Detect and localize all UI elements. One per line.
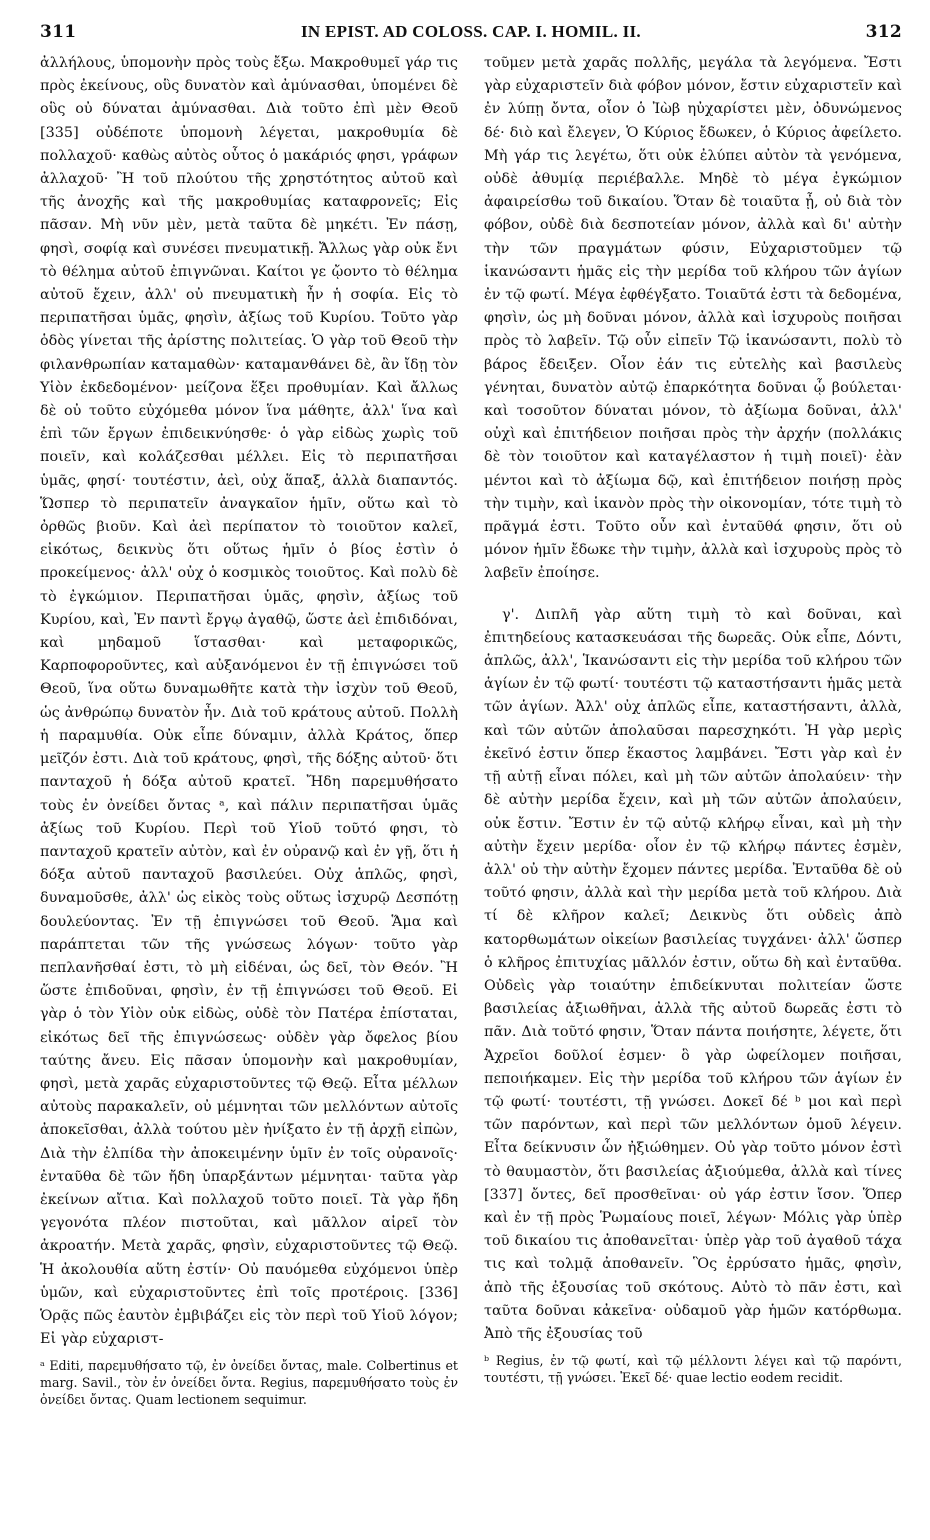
left-paragraph: ἀλλήλους, ὑπομονὴν πρὸς τοὺς ἔξω. Μακροθυμεῖ γάρ τις πρὸς ἐκείνους, οὓς δυνατὸν καὶ ἀμύνασθαι, ὑπομένει δὲ οὓς οὐ δύναται ἀμύνασθαι. Διὰ τοῦτο ἐπὶ μὲν Θεοῦ [335] οὐδέποτε ὑπομονὴ λέγεται, μακροθυμία δὲ πολλαχοῦ· καθὼς αὐτὸς οὗτος ὁ μακάριός φησι, γράφων ἀλλαχοῦ· Ἢ τοῦ πλούτου τῆς χρηστότητος αὐτοῦ καὶ τῆς ἀνοχῆς καὶ τῆς μακροθυμίας καταφρονεῖς; Εἰς πᾶσαν. Μὴ νῦν μὲν, μετὰ ταῦτα δὲ μηκέτι. Ἐν πάσῃ, φησὶ, σοφίᾳ καὶ συνέσει πνευματικῇ. Ἄλλως γὰρ οὐκ ἔνι τὸ θέλημα αὐτοῦ ἐπιγνῶναι. Καίτοι γε ᾤοντο τὸ θέλημα αὐτοῦ ἔχειν, ἀλλ' οὐ πνευματικὴ ἦν ἡ σοφία. Εἰς τὸ περιπατῆσαι ὑμᾶς, φησὶν, ἀξίως τοῦ Κυρίου. Τοῦτο γὰρ ὁδὸς γίνεται τῆς ἀρίστης πολιτείας. Ὁ γὰρ τοῦ Θεοῦ τὴν φιλανθρωπίαν καταμαθὼν· καταμανθάνει δὲ, ἂν ἴδῃ τὸν Υἱὸν ἐκδεδομένον· μείζονα ἕξει προθυμίαν. Καὶ ἄλλως δὲ οὐ τοῦτο εὐχόμεθα μόνον ἵνα μάθητε, ἀλλ' ἵνα καὶ ἐπὶ τῶν ἔργων ἐπιδεικνύησθε· ὁ γὰρ εἰδὼς χωρὶς τοῦ ποιεῖν, καὶ κολάζεσθαι μέλλει. Εἰς τὸ περιπατῆσαι ὑμᾶς, φησί· τουτέστιν, ἀεὶ, οὐχ ἅπαξ, ἀλλὰ διαπαντός. Ὥσπερ τὸ περιπατεῖν ἀναγκαῖον ἡμῖν, οὕτω καὶ τὸ ὀρθῶς βιοῦν. Καὶ ἀεὶ περίπατον τὸ τοιοῦτον καλεῖ, εἰκότως, δεικνὺς ὅτι οὕτως ἡμῖν ὁ βίος ἐστὶν ὁ προκείμενος· ἀλλ' οὐχ ὁ κοσμικὸς τοιοῦτος. Καὶ πολὺ δὲ τὸ ἐγκώμιον. Περιπατῆσαι ὑμᾶς, φησὶν, ἀξίως τοῦ Κυρίου, καὶ, Ἐν παντὶ ἔργῳ ἀγαθῷ, ὥστε ἀεὶ ἐπιδιδόναι, καὶ μηδαμοῦ ἵστασθαι· καὶ μεταφορικῶς, Καρποφοροῦντες, καὶ αὐξανόμενοι ἐν τῇ ἐπιγνώσει τοῦ Θεοῦ, ἵνα οὕτω δυναμωθῆτε κατὰ τὴν ἰσχὺν τοῦ Θεοῦ, ὡς ἀνθρώπῳ δυνατὸν ἦν. Διὰ τοῦ κράτους αὐτοῦ. Πολλὴ ἡ παραμυθία. Οὐκ εἶπε δύναμιν, ἀλλὰ Κράτος, ὅπερ μεῖζόν ἐστι. Διὰ τοῦ κράτους, φησὶ, τῆς δόξης αὐτοῦ· ὅτι πανταχοῦ ἡ δόξα αὐτοῦ κρατεῖ. Ἤδη παρεμυθήσατο τοὺς ἐν ὀνείδει ὄντας ᵃ, καὶ πάλιν περιπατῆσαι ὑμᾶς ἀξίως τοῦ Κυρίου. Περὶ τοῦ Υἱοῦ τοῦτό φησι, τὸ πανταχοῦ κρατεῖν αὐτὸν, καὶ ἐν οὐρανῷ καὶ ἐν γῇ, ὅτι ἡ δόξα αὐτοῦ πανταχοῦ βασιλεύει. Οὐχ ἁπλῶς, φησὶ, δυναμοῦσθε, ἀλλ' ὡς εἰκὸς τοὺς οὕτως ἰσχυρῷ Δεσπότῃ δουλεύοντας. Ἐν τῇ ἐπιγνώσει τοῦ Θεοῦ. Ἅμα καὶ παράπτεται τῶν τῆς γνώσεως λόγων· τοῦτο γὰρ πεπλανῆσθαί ἐστι, τὸ μὴ εἰδέναι, ὡς δεῖ, τὸν Θεόν. Ἢ ὥστε ἐπιδοῦναι, φησὶν, ἐν τῇ ἐπιγνώσει τοῦ Θεοῦ. Εἰ γὰρ ὁ τὸν Υἱὸν οὐκ εἰδὼς, οὐδὲ τὸν Πατέρα ἐπίσταται, εἰκότως δεῖ τῆς ἐπιγνώσεως· οὐδὲν γὰρ ὄφελος βίου ταύτης ἄνευ. Εἰς πᾶσαν ὑπομονὴν καὶ μακροθυμίαν, φησὶ, μετὰ χαρᾶς εὐχαριστοῦντες τῷ Θεῷ. Εἶτα μέλλων αὐτοὺς παρακαλεῖν, οὐ μέμνηται τῶν μελλόντων αὐτοῖς ἀποκεῖσθαι, ἀλλὰ τούτου μὲν ἠνίξατο ἐν τῇ ἀρχῇ εἰπὼν, Διὰ τὴν ἐλπίδα τὴν ἀποκειμένην ὑμῖν ἐν τοῖς οὐρανοῖς· ἐνταῦθα δὲ τῶν ἤδη ὑπαρξάντων μέμνηται· ταῦτα γὰρ ἐκείνων αἴτια. Καὶ πολλαχοῦ τοῦτο ποιεῖ. Τὰ γὰρ ἤδη γεγονότα πλέον πιστοῦται, καὶ μᾶλλον αἱρεῖ τὸν ἀκροατήν. Μετὰ χαρᾶς, φησὶν, εὐχαριστοῦντες τῷ Θεῷ. Ἡ ἀκολουθία αὕτη ἐστίν· Οὐ παυόμεθα εὐχόμενοι ὑπὲρ ὑμῶν, καὶ εὐχαριστοῦντες ἐπὶ τοῖς προτέροις. [336] Ὁρᾷς πῶς ἑαυτὸν ἐμβιβάζει εἰς τὸν περὶ τοῦ Υἱοῦ λόγον; Εἰ γὰρ εὐχαριστ- [40,55,458,1348]
right-page-number: 312 [865,22,902,42]
left-page-number: 311 [40,22,77,42]
left-column [40,52,458,1408]
running-header [40,22,902,50]
right-footnote: ᵇ Regius, ἐν τῷ φωτί, καὶ τῷ μέλλοντι λέγει καὶ τῷ παρόντι, τουτέστι, τῇ γνώσει. Ἐκεῖ δέ· quae lectio eodem recidit. [484,1353,902,1386]
left-footnote: ᵃ Editi, παρεμυθήσατο τῷ, ἐν ὀνείδει ὄντας, male. Colbertinus et marg. Savil., τὸν ἐν ὀνείδει ὄντα. Regius, παρεμυθήσατο τοὺς ἐν ὀνείδει ὄντας. Quam lectionem sequimur. [40,1358,458,1408]
running-title: IN EPIST. AD COLOSS. CAP. I. HOMIL. II. [301,22,641,41]
right-paragraph: τοῦμεν μετὰ χαρᾶς πολλῆς, μεγάλα τὰ λεγόμενα. Ἔστι γὰρ εὐχαριστεῖν διὰ φόβον μόνον, ἔστιν εὐχαριστεῖν καὶ ἐν λύπῃ ὄντα, οἷον ὁ Ἰὼβ ηὐχαρίστει μὲν, ὀδυνώμενος δέ· διὸ καὶ ἔλεγεν, Ὁ Κύριος ἔδωκεν, ὁ Κύριος ἀφείλετο. Μὴ γάρ τις λεγέτω, ὅτι οὐκ ἐλύπει αὐτὸν τὰ γενόμενα, οὐδὲ ἀθυμίᾳ περιέβαλλε. Μηδὲ τὸ μέγα ἐγκώμιον ἀφαιρείσθω τοῦ δικαίου. Ὅταν δὲ τοιαῦτα ᾖ, οὐ διὰ τὸν φόβον, οὐδὲ διὰ δεσποτείαν μόνον, ἀλλὰ καὶ δι' αὐτὴν τὴν τῶν πραγμάτων φύσιν, Εὐχαριστοῦμεν τῷ ἱκανώσαντι ἡμᾶς εἰς τὴν μερίδα τοῦ κλήρου τῶν ἁγίων ἐν τῷ φωτί. Μέγα ἐφθέγξατο. Τοιαῦτά ἐστι τὰ δεδομένα, φησὶν, ὡς μὴ δοῦναι μόνον, ἀλλὰ καὶ ἰσχυροὺς ποιῆσαι πρὸς τὸ λαβεῖν. Τῷ οὖν εἰπεῖν Τῷ ἱκανώσαντι, πολὺ τὸ βάρος ἔδειξεν. Οἷον ἐάν τις εὐτελὴς καὶ βασιλεὺς γένηται, δυνατὸν αὐτῷ ἐπαρκότητα δοῦναι ᾧ βούλεται· καὶ τοσοῦτον δύναται μόνον, τὸ ἀξίωμα δοῦναι, ἀλλ' οὐχὶ καὶ ἐπιτήδειον ποιῆσαι πρὸς τὴν ἀρχήν (πολλάκις δὲ τὸν τοιοῦτον καὶ καταγέλαστον ἡ τιμὴ ποιεῖ)· ἐὰν μέντοι καὶ τὸ ἀξίωμα δῷ, καὶ ἐπιτήδειον ποιήσῃ πρὸς τὴν τιμὴν, καὶ ἱκανὸν πρὸς τὴν οἰκονομίαν, τότε τιμὴ τὸ πρᾶγμά ἐστι. Τοῦτο οὖν καὶ ἐνταῦθά φησιν, ὅτι οὐ μόνον ἡμῖν ἔδωκε τὴν τιμὴν, ἀλλὰ καὶ ἰσχυροὺς πρὸς τὸ λαβεῖν ἐποίησε. [484,55,902,582]
right-column [484,52,902,1408]
right-paragraph-section-3: γ'. Διπλῆ γὰρ αὕτη τιμὴ τὸ καὶ δοῦναι, καὶ ἐπιτηδείους κατασκευάσαι τῆς δωρεᾶς. Οὐκ εἶπε, Δόντι, ἁπλῶς, ἀλλ', Ἱκανώσαντι εἰς τὴν μερίδα τοῦ κλήρου τῶν ἁγίων ἐν τῷ φωτί· τουτέστι τῷ καταστήσαντι ἡμᾶς μετὰ τῶν ἁγίων. Ἀλλ' οὐχ ἁπλῶς εἶπε, καταστήσαντι, ἀλλὰ, καὶ τῶν αὐτῶν ἀπολαῦσαι παρεσχηκότι. Ἡ γὰρ μερὶς ἐκεῖνό ἐστιν ὅπερ ἕκαστος λαμβάνει. Ἔστι γὰρ καὶ ἐν τῇ αὐτῇ εἶναι πόλει, καὶ μὴ τῶν αὐτῶν ἀπολαύειν· τὴν δὲ αὐτὴν μερίδα ἔχειν, καὶ μὴ τῶν αὐτῶν ἀπολαύειν, οὐκ ἔστιν. Ἔστιν ἐν τῷ αὐτῷ κλήρῳ εἶναι, καὶ μὴ τὴν αὐτὴν ἔχειν μερίδα· οἷον ἐν τῷ κλήρῳ πάντες ἐσμὲν, ἀλλ' οὐ τὴν αὐτὴν ἔχομεν πάντες μερίδα. Ἐνταῦθα δὲ οὐ τοῦτό φησιν, ἀλλὰ καὶ τὴν μερίδα μετὰ τοῦ κλήρου. Διὰ τί δὲ κλῆρον καλεῖ; Δεικνὺς ὅτι οὐδεὶς ἀπὸ κατορθωμάτων οἰκείων βασιλείας τυγχάνει· ἀλλ' ὥσπερ ὁ κλῆρος ἐπιτυχίας μᾶλλόν ἐστιν, οὕτω δὴ καὶ ἐνταῦθα. Οὐδεὶς γὰρ τοιαύτην ἐπιδείκνυται πολιτείαν ὥστε βασιλείας ἀξιωθῆναι, ἀλλὰ τῆς αὐτοῦ δωρεᾶς ἐστι τὸ πᾶν. Διὰ τοῦτό φησιν, Ὅταν πάντα ποιήσητε, λέγετε, ὅτι Ἀχρεῖοι δοῦλοί ἐσμεν· ὃ γὰρ ὠφείλομεν ποιῆσαι, πεποιήκαμεν. Εἰς τὴν μερίδα τοῦ κλήρου τῶν ἁγίων ἐν τῷ φωτί· τουτέστι, τῇ γνώσει. Δοκεῖ δέ ᵇ μοι καὶ περὶ τῶν παρόντων, καὶ περὶ τῶν μελλόντων ὁμοῦ λέγειν. Εἶτα δείκνυσιν ὧν ἠξιώθημεν. Οὐ γὰρ τοῦτο μόνον ἐστὶ τὸ θαυμαστὸν, ὅτι βασιλείας ἀξιούμεθα, ἀλλὰ καὶ τίνες [337] ὄντες, δεῖ προσθεῖναι· οὐ γάρ ἐστιν ἴσον. Ὅπερ καὶ ἐν τῇ πρὸς Ῥωμαίους ποιεῖ, λέγων· Μόλις γὰρ ὑπὲρ τοῦ δικαίου τις ἀποθανεῖται· ὑπὲρ γὰρ τοῦ ἀγαθοῦ τάχα τις καὶ τολμᾷ ἀποθανεῖν. Ὃς ἐρρύσατο ἡμᾶς, φησὶν, ἀπὸ τῆς ἐξουσίας τοῦ σκότους. Αὐτὸ τὸ πᾶν ἐστι, καὶ ταῦτα δοῦναι κἀκεῖνα· οὐδαμοῦ γὰρ ἡμῶν κατόρθωμα. Ἀπὸ τῆς ἐξουσίας τοῦ [484,606,902,1342]
text-columns [40,52,902,1408]
